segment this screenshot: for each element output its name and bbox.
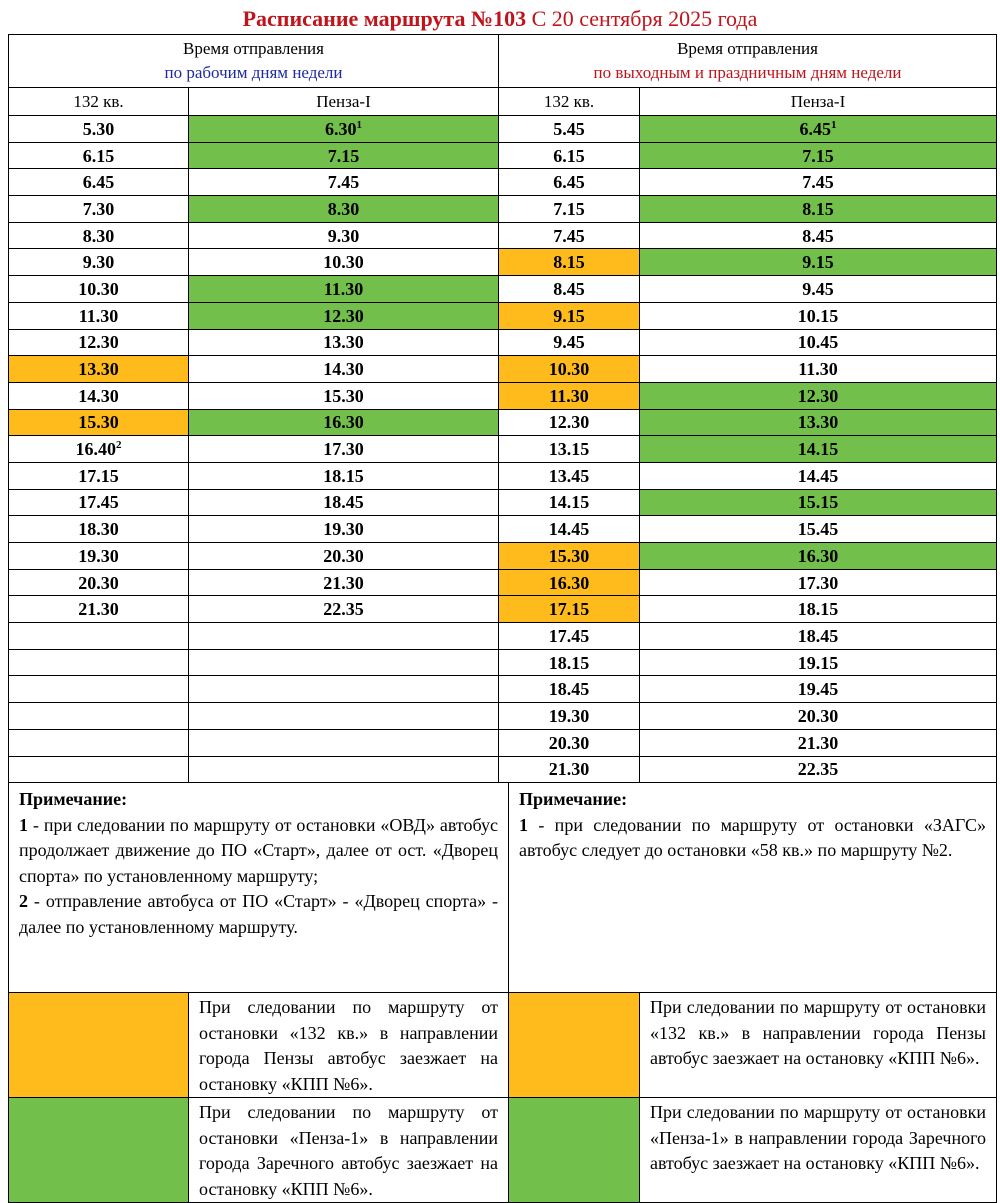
weekend-legend-green-swatch [509,1098,640,1203]
weekday-132kv-time [9,623,189,650]
weekend-time-value: 14.15 [548,492,590,513]
weekend-time-value: 17.15 [548,599,590,620]
weekday-time-value: 10.30 [323,252,364,273]
weekend-132kv-time [499,249,640,276]
weekend-header-title: Время отправления [677,39,818,58]
weekday-132kv-time [9,543,189,570]
weekend-penza-time [640,302,997,329]
weekday-time-value: 21.30 [78,599,119,620]
weekday-132kv-time [9,169,189,196]
weekend-penza-time [640,649,997,676]
weekend-time-value: 10.45 [797,332,839,353]
weekday-time-value: 15.30 [323,385,364,406]
weekday-note-2-text: - отправление автобуса от ПО «Старт» - «Дворец спорта» - далее по установленному маршруту. [19,891,498,937]
weekend-time-value: 7.15 [553,198,585,219]
table-row [9,729,997,756]
weekend-132kv-time [499,436,640,463]
weekend-time-value: 7.45 [802,172,834,193]
weekend-col-132kv: 132 кв. [499,88,640,116]
weekend-time-value: 13.45 [548,465,590,486]
weekend-time-value: 6.45 [553,172,585,193]
weekend-132kv-time [499,276,640,303]
weekend-132kv-time [499,356,640,383]
weekday-time-value: 17.15 [78,465,119,486]
weekday-penza-time [189,222,499,249]
weekday-time-value: 22.35 [323,599,364,620]
table-row [9,569,997,596]
weekend-penza-time [640,756,997,783]
weekend-132kv-time [499,756,640,783]
weekday-time-value: 18.30 [78,519,119,540]
weekday-penza-time [189,382,499,409]
weekday-penza-time [189,649,499,676]
weekend-time-value: 14.15 [797,439,839,460]
weekday-time-value: 18.45 [323,492,364,513]
weekday-time-value: 6.15 [82,145,115,166]
weekend-time-value: 9.45 [802,278,834,299]
weekday-132kv-time [9,409,189,436]
weekend-132kv-time [499,596,640,623]
weekday-132kv-time [9,489,189,516]
table-row [9,676,997,703]
weekend-time-value: 21.30 [548,759,590,780]
table-row [9,329,997,356]
weekend-time-value: 11.30 [798,359,838,380]
weekend-time-value: 8.15 [802,198,834,219]
weekday-penza-time [189,329,499,356]
weekend-legend-orange-text: При следовании по маршруту от остановки «132 кв.» в направлении города Пензы автобус заезжает на остановку «КПП №6». [640,993,997,1098]
page-title [0,4,1000,34]
weekend-132kv-time [499,516,640,543]
table-row [9,409,997,436]
weekday-note-1-text: - при следовании по маршруту от остановки «ОВД» автобус продолжает движение до ПО «Старт», далее от ост. «Дворец спорта» по установленному маршруту; [19,814,498,886]
weekend-penza-time [640,196,997,223]
weekday-legend-orange-text: При следовании по маршруту от остановки «132 кв.» в направлении города Пензы автобус заезжает на остановку «КПП №6». [189,993,509,1098]
weekday-time-value: 17.45 [78,492,119,513]
table-row [9,276,997,303]
weekend-time-value: 9.45 [553,332,585,353]
weekend-penza-time [640,276,997,303]
weekend-penza-time [640,436,997,463]
weekday-time-value: 6.45 [82,172,115,193]
weekday-time-value: 16.40 [75,439,116,460]
weekday-132kv-time [9,196,189,223]
weekday-penza-time [189,436,499,463]
weekend-132kv-time [499,462,640,489]
weekend-time-value: 7.45 [553,225,585,246]
weekday-time-value: 19.30 [323,519,364,540]
weekend-penza-time [640,382,997,409]
weekday-header [9,35,499,88]
table-row [9,302,997,329]
weekend-132kv-time [499,329,640,356]
weekend-time-value: 21.30 [797,732,839,753]
weekend-132kv-time [499,489,640,516]
weekday-note-2-num: 2 [19,891,28,912]
weekday-time-value: 19.30 [78,545,119,566]
weekday-time-value: 21.30 [323,572,364,593]
table-row [9,489,997,516]
title-route: Расписание маршрута №103 [242,6,527,31]
weekend-penza-time [640,329,997,356]
weekday-penza-time [189,543,499,570]
weekend-penza-time [640,169,997,196]
weekend-note [509,783,997,993]
weekday-132kv-time [9,329,189,356]
table-row [9,222,997,249]
schedule-table [8,34,997,1203]
weekday-time-value: 16.30 [323,412,364,433]
weekday-time-value: 14.30 [78,385,119,406]
weekend-penza-time [640,249,997,276]
table-row [9,356,997,383]
table-row [9,516,997,543]
weekday-penza-time [189,169,499,196]
weekday-note-1-num: 1 [19,814,28,835]
weekend-132kv-time [499,196,640,223]
weekday-col-132kv: 132 кв. [9,88,189,116]
weekend-time-value: 22.35 [797,759,839,780]
weekend-header-subtitle: по выходным и праздничным дням недели [593,63,902,82]
weekday-penza-time [189,703,499,730]
weekday-penza-time [189,356,499,383]
weekend-note-title: Примечание: [519,789,628,810]
weekend-time-value: 18.15 [548,652,590,673]
weekend-time-value: 11.30 [549,385,589,406]
weekend-note-1-text: - при следовании по маршруту от остановки «ЗАГС» автобус следует до остановки «58 кв.» по маршруту №2. [519,814,987,861]
weekday-time-value: 9.30 [82,252,115,273]
weekend-time-value: 12.30 [548,412,590,433]
table-row [9,543,997,570]
weekday-penza-time [189,516,499,543]
weekend-penza-time [640,356,997,383]
weekend-132kv-time [499,703,640,730]
weekend-time-value: 8.45 [553,278,585,299]
table-row [9,436,997,463]
weekday-note-2 [19,889,498,940]
weekend-penza-time [640,729,997,756]
table-row [9,196,997,223]
weekend-note-1 [519,813,986,864]
weekday-penza-time [189,676,499,703]
weekend-time-value: 20.30 [797,705,839,726]
weekday-time-value: 17.30 [323,439,364,460]
weekend-132kv-time [499,409,640,436]
weekday-penza-time [189,756,499,783]
weekend-legend-green-text: При следовании по маршруту от остановки «Пенза-1» в направлении города Заречного автобус заезжает на остановку «КПП №6». [640,1098,997,1203]
weekday-time-value: 7.30 [82,198,115,219]
weekend-penza-time [640,462,997,489]
weekday-time-value: 20.30 [323,545,364,566]
weekend-time-value: 13.30 [797,412,839,433]
weekday-time-value: 15.30 [78,412,119,433]
weekday-penza-time [189,462,499,489]
weekend-penza-time [640,676,997,703]
weekend-time-value: 10.15 [797,305,839,326]
weekend-time-value: 8.15 [553,252,585,273]
weekend-time-value: 15.15 [797,492,839,513]
weekend-132kv-time [499,169,640,196]
weekday-time-value: 20.30 [78,572,119,593]
weekend-note-1-num: 1 [519,814,528,835]
weekend-time-value: 13.15 [548,439,590,460]
weekend-132kv-time [499,302,640,329]
weekday-legend-orange-swatch [9,993,189,1098]
weekend-penza-time [640,409,997,436]
weekday-time-value: 13.30 [78,359,119,380]
weekday-time-value: 5.30 [82,118,115,139]
weekday-footnote-mark: 2 [116,439,122,452]
weekend-132kv-time [499,543,640,570]
weekday-time-value: 11.30 [78,305,119,326]
weekday-132kv-time [9,142,189,169]
table-row [9,756,997,783]
weekday-penza-time [189,116,499,143]
table-row [9,249,997,276]
weekday-time-value: 8.30 [82,225,115,246]
weekday-132kv-time [9,649,189,676]
weekend-penza-time [640,516,997,543]
weekend-time-value: 18.45 [797,625,839,646]
weekday-132kv-time [9,356,189,383]
weekend-time-value: 7.15 [802,145,834,166]
weekend-time-value: 18.15 [797,599,839,620]
weekend-132kv-time [499,569,640,596]
weekend-132kv-time [499,222,640,249]
weekday-132kv-time [9,729,189,756]
weekday-time-value: 11.30 [323,278,364,299]
weekend-time-value: 9.15 [802,252,834,273]
weekend-132kv-time [499,142,640,169]
weekday-note [9,783,509,993]
weekday-time-value: 14.30 [323,359,364,380]
weekend-penza-time [640,623,997,650]
table-row [9,649,997,676]
weekend-header [499,35,997,88]
weekday-penza-time [189,623,499,650]
weekday-time-value: 6.30 [325,118,357,139]
weekend-132kv-time [499,676,640,703]
weekday-132kv-time [9,516,189,543]
table-row [9,169,997,196]
weekday-132kv-time [9,703,189,730]
weekday-132kv-time [9,596,189,623]
weekend-time-value: 18.45 [548,679,590,700]
weekend-time-value: 20.30 [548,732,590,753]
weekday-132kv-time [9,382,189,409]
weekday-time-value: 13.30 [323,332,364,353]
weekend-time-value: 6.45 [799,118,832,139]
weekend-time-value: 14.45 [548,519,590,540]
table-row [9,703,997,730]
table-row [9,382,997,409]
weekend-time-value: 19.15 [797,652,839,673]
weekend-penza-time [640,596,997,623]
weekend-time-value: 19.45 [797,679,839,700]
table-row [9,623,997,650]
table-row [9,462,997,489]
weekend-time-value: 5.45 [553,118,585,139]
weekend-penza-time [640,703,997,730]
weekday-132kv-time [9,116,189,143]
weekday-header-subtitle: по рабочим дням недели [164,63,343,82]
weekday-footnote-mark: 1 [356,118,362,131]
weekend-time-value: 17.45 [548,625,590,646]
weekend-time-value: 15.30 [548,545,590,566]
weekend-time-value: 19.30 [548,705,590,726]
weekend-time-value: 16.30 [548,572,590,593]
weekday-legend-green-text: При следовании по маршруту от остановки «Пенза-1» в направлении города Заречного автобус заезжает на остановку «КПП №6». [189,1098,509,1203]
weekday-time-value: 8.30 [327,198,360,219]
weekend-penza-time [640,543,997,570]
weekday-time-value: 7.45 [327,172,360,193]
weekend-footnote-mark: 1 [831,118,837,131]
weekday-penza-time [189,596,499,623]
table-row [9,142,997,169]
weekday-132kv-time [9,462,189,489]
weekday-time-value: 9.30 [327,225,360,246]
weekend-time-value: 14.45 [797,465,839,486]
weekday-time-value: 12.30 [323,305,364,326]
weekday-penza-time [189,729,499,756]
weekday-legend-green-swatch [9,1098,189,1203]
weekday-penza-time [189,409,499,436]
weekday-penza-time [189,302,499,329]
weekend-legend-orange-swatch [509,993,640,1098]
weekday-132kv-time [9,676,189,703]
weekday-header-title: Время отправления [183,39,324,58]
weekend-time-value: 8.45 [802,225,834,246]
weekday-132kv-time [9,276,189,303]
weekend-time-value: 17.30 [797,572,839,593]
weekend-132kv-time [499,729,640,756]
weekend-col-penza: Пенза-I [640,88,997,116]
weekday-penza-time [189,489,499,516]
weekday-note-title: Примечание: [19,789,128,810]
weekend-penza-time [640,222,997,249]
weekend-penza-time [640,142,997,169]
weekend-time-value: 9.15 [553,305,585,326]
table-row [9,116,997,143]
weekday-time-value: 18.15 [323,465,364,486]
weekday-132kv-time [9,756,189,783]
weekend-penza-time [640,116,997,143]
weekend-time-value: 16.30 [797,545,839,566]
weekend-time-value: 12.30 [797,385,839,406]
weekday-penza-time [189,276,499,303]
weekday-penza-time [189,249,499,276]
weekend-penza-time [640,489,997,516]
weekday-time-value: 12.30 [78,332,119,353]
weekday-132kv-time [9,249,189,276]
weekday-132kv-time [9,436,189,463]
weekend-time-value: 15.45 [797,519,839,540]
weekend-penza-time [640,569,997,596]
weekend-132kv-time [499,382,640,409]
weekday-penza-time [189,196,499,223]
weekday-time-value: 10.30 [78,278,119,299]
weekend-time-value: 10.30 [548,359,590,380]
weekday-132kv-time [9,302,189,329]
title-date: С 20 сентября 2025 года [531,6,758,31]
weekday-penza-time [189,142,499,169]
weekend-132kv-time [499,649,640,676]
weekday-col-penza: Пенза-I [189,88,499,116]
weekend-132kv-time [499,623,640,650]
weekend-132kv-time [499,116,640,143]
weekend-time-value: 6.15 [553,145,585,166]
weekday-time-value: 7.15 [327,145,360,166]
weekday-132kv-time [9,569,189,596]
weekday-132kv-time [9,222,189,249]
table-row [9,596,997,623]
weekday-note-1 [19,813,498,890]
weekday-penza-time [189,569,499,596]
